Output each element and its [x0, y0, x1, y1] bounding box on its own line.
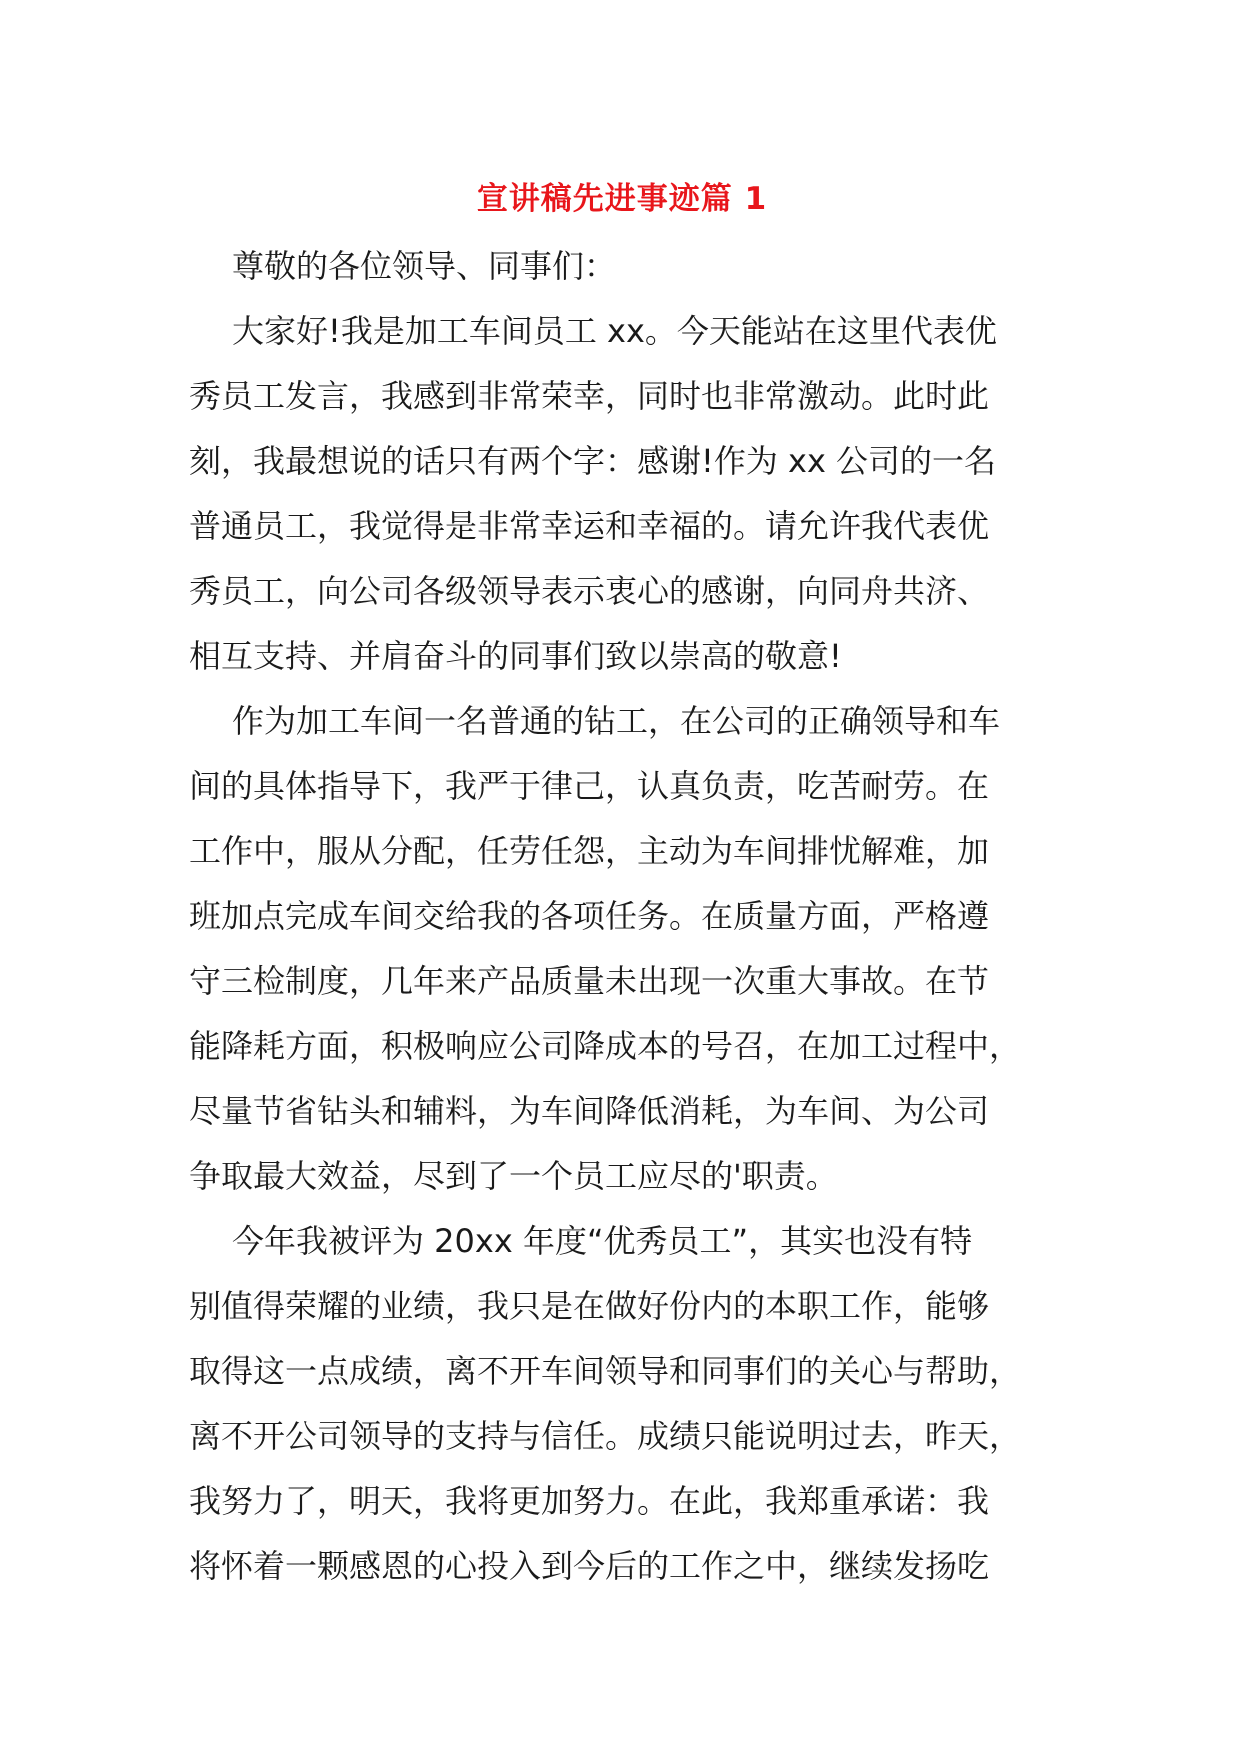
paragraph [189, 299, 1055, 689]
paragraph-line: 取得这一点成绩，离不开车间领导和同事们的关心与帮助， [189, 1352, 1022, 1390]
paragraph-line: 尊敬的各位领导、同事们： [232, 247, 617, 285]
paragraph-line: 工作中，服从分配，任劳任怨，主动为车间排忧解难，加 [189, 832, 990, 870]
document-page [189, 170, 1055, 1599]
paragraph-line: 间的具体指导下，我严于律己，认真负责，吃苦耐劳。在 [189, 767, 990, 805]
document-title: 宣讲稿先进事迹篇 1 [476, 181, 768, 217]
paragraph-line: 别值得荣耀的业绩，我只是在做好份内的本职工作，能够 [189, 1287, 990, 1325]
paragraph-line: 能降耗方面，积极响应公司降成本的号召，在加工过程中， [189, 1027, 1022, 1065]
paragraph-line: 将怀着一颗感恩的心投入到今后的工作之中，继续发扬吃 [189, 1547, 990, 1585]
paragraph [189, 689, 1055, 1209]
paragraph-line: 秀员工，向公司各级领导表示衷心的感谢，向同舟共济、 [189, 572, 990, 610]
paragraph-line: 普通员工，我觉得是非常幸运和幸福的。请允许我代表优 [189, 507, 990, 545]
document-body [189, 234, 1055, 1599]
paragraph-line: 尽量节省钻头和辅料，为车间降低消耗，为车间、为公司 [189, 1092, 990, 1130]
paragraph-line: 大家好!我是加工车间员工 xx。今天能站在这里代表优 [232, 312, 997, 350]
paragraph-line: 作为加工车间一名普通的钻工，在公司的正确领导和车 [232, 702, 1001, 740]
paragraph-line: 离不开公司领导的支持与信任。成绩只能说明过去，昨天， [189, 1417, 1022, 1455]
paragraph-line: 守三检制度，几年来产品质量未出现一次重大事故。在节 [189, 962, 990, 1000]
paragraph-line: 刻，我最想说的话只有两个字：感谢!作为 xx 公司的一名 [189, 442, 997, 480]
paragraph-line: 班加点完成车间交给我的各项任务。在质量方面，严格遵 [189, 897, 990, 935]
paragraph-line: 秀员工发言，我感到非常荣幸，同时也非常激动。此时此 [189, 377, 990, 415]
paragraph [189, 1209, 1055, 1599]
paragraph-line: 今年我被评为 20xx 年度“优秀员工”，其实也没有特 [232, 1222, 973, 1260]
paragraph-line: 争取最大效益，尽到了一个员工应尽的'职责。 [189, 1157, 838, 1195]
paragraph-line: 我努力了，明天，我将更加努力。在此，我郑重承诺：我 [189, 1482, 990, 1520]
paragraph [189, 234, 1055, 299]
paragraph-line: 相互支持、并肩奋斗的同事们致以崇高的敬意! [189, 637, 842, 675]
